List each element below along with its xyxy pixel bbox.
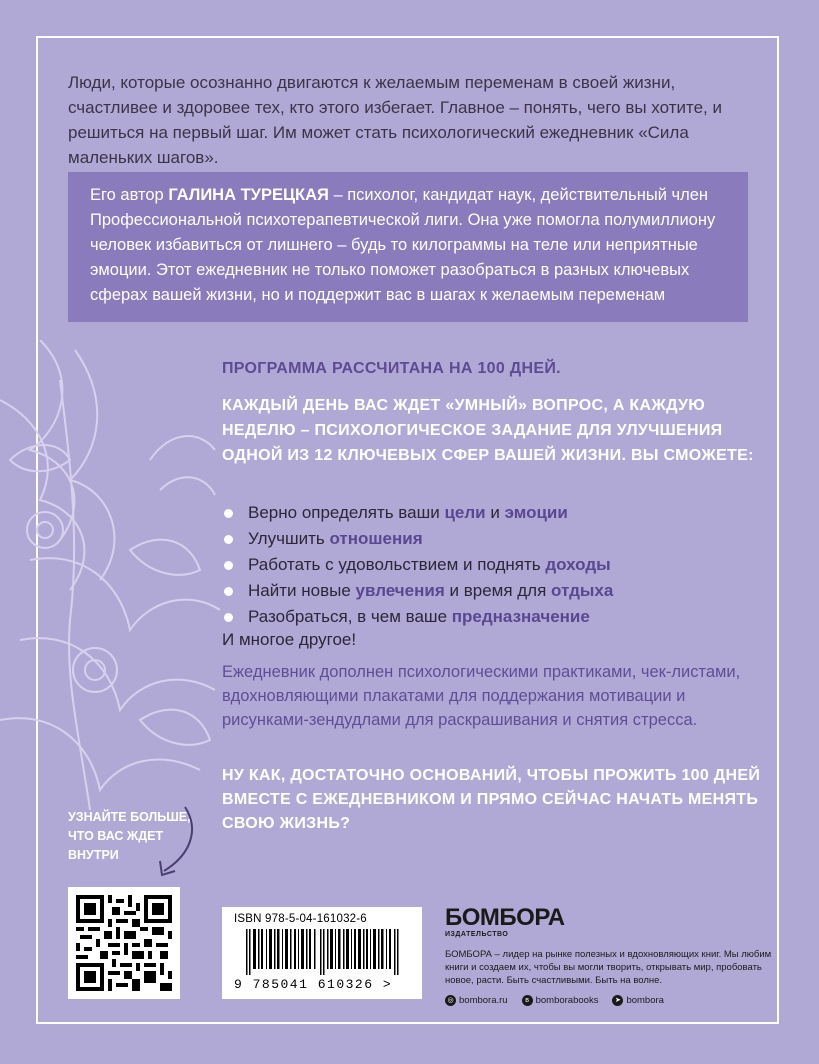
more-text: И многое другое! — [222, 630, 357, 649]
bullet-icon — [224, 561, 233, 570]
author-prefix: Его автор — [90, 186, 169, 204]
curved-arrow-icon — [150, 805, 200, 880]
program-heading: ПРОГРАММА РАССЧИТАНА НА 100 ДНЕЙ. — [222, 360, 561, 377]
vk-icon: в — [522, 995, 533, 1006]
list-item: Разобраться, в чем ваше предназначение — [222, 604, 762, 629]
author-box — [68, 172, 748, 322]
bullet-icon — [224, 535, 233, 544]
barcode-digits: 9 785041 610326 > — [234, 977, 393, 992]
author-text: – психолог, кандидат наук, действительный член Профессиональной психотерапевтической лиги. Она уже помогла полумиллиону человек избавиться от лишнего – будь то килограммы на теле или неприятные эмоции. Этот ежедневник не только поможет разобраться в разных ключевых сферах вашей жизни, но и поддержит вас в шагах к желаемым переменам — [90, 186, 716, 304]
daily-heading: КАЖДЫЙ ДЕНЬ ВАС ЖДЕТ «УМНЫЙ» ВОПРОС, А КАЖДУЮ НЕДЕЛЮ – ПСИХОЛОГИЧЕСКОЕ ЗАДАНИЕ ДЛЯ УЛУЧШЕНИЯ ОДНОЙ ИЗ 12 КЛЮЧЕВЫХ СФЕР ВАШЕЙ ЖИЗНИ. ВЫ СМОЖЕТЕ: — [222, 397, 754, 464]
publisher-description: БОМБОРА – лидер на рынке полезных и вдохновляющих книг. Мы любим книги и создаем их, чтобы вы могли творить, открывать мир, пробовать новое, расти. Быть счастливыми. Быть на волне. — [445, 949, 772, 986]
social-link-site[interactable]: ◎ bombora.ru — [445, 995, 508, 1006]
list-item: Улучшить отношения — [222, 526, 762, 551]
social-links — [445, 995, 775, 1006]
intro-paragraph: Люди, которые осознанно двигаются к желаемым переменам в своей жизни, счастливее и здоровее тех, кто этого избегает. Главное – понять, чего вы хотите, и решиться на первый шаг. Им может стать психологический ежедневник «Сила маленьких шагов». — [68, 73, 722, 167]
learn-more-label: УЗНАЙТЕ БОЛЬШЕ, ЧТО ВАС ЖДЕТ ВНУТРИ — [68, 810, 191, 862]
isbn-label: ISBN 978-5-04-161032-6 — [234, 913, 367, 925]
publisher-block — [445, 905, 775, 1006]
mandala-ornament-icon — [0, 340, 250, 810]
list-item: Верно определять ваши цели и эмоции — [222, 500, 762, 525]
author-name: ГАЛИНА ТУРЕЦКАЯ — [168, 186, 329, 204]
bullet-icon — [224, 587, 233, 596]
practice-paragraph: Ежедневник дополнен психологическими практиками, чек-листами, вдохновляющими плакатами для поддержания мотивации и рисунками-зендудлами для раскрашивания и снятия стресса. — [222, 663, 741, 729]
qr-code[interactable] — [68, 887, 180, 999]
publisher-logo: БОМБОРА — [445, 904, 565, 931]
question-heading: НУ КАК, ДОСТАТОЧНО ОСНОВАНИЙ, ЧТОБЫ ПРОЖИТЬ 100 ДНЕЙ ВМЕСТЕ С ЕЖЕДНЕВНИКОМ И ПРЯМО СЕЙЧАС НАЧАТЬ МЕНЯТЬ СВОЮ ЖИЗНЬ? — [222, 767, 761, 832]
barcode-icon — [246, 929, 402, 975]
benefits-list — [222, 500, 762, 630]
list-item: Работать с удовольствием и поднять доходы — [222, 552, 762, 577]
social-link-telegram[interactable]: ➤ bombora — [612, 995, 664, 1006]
telegram-icon: ➤ — [612, 995, 623, 1006]
list-item: Найти новые увлечения и время для отдыха — [222, 578, 762, 603]
social-link-vk[interactable]: в bomborabooks — [522, 995, 599, 1006]
qr-code-icon — [76, 895, 172, 991]
bullet-icon — [224, 613, 233, 622]
bullet-icon — [224, 509, 233, 518]
globe-icon: ◎ — [445, 995, 456, 1006]
barcode-box — [222, 907, 422, 999]
publisher-subtitle: ИЗДАТЕЛЬСТВО — [445, 931, 509, 938]
